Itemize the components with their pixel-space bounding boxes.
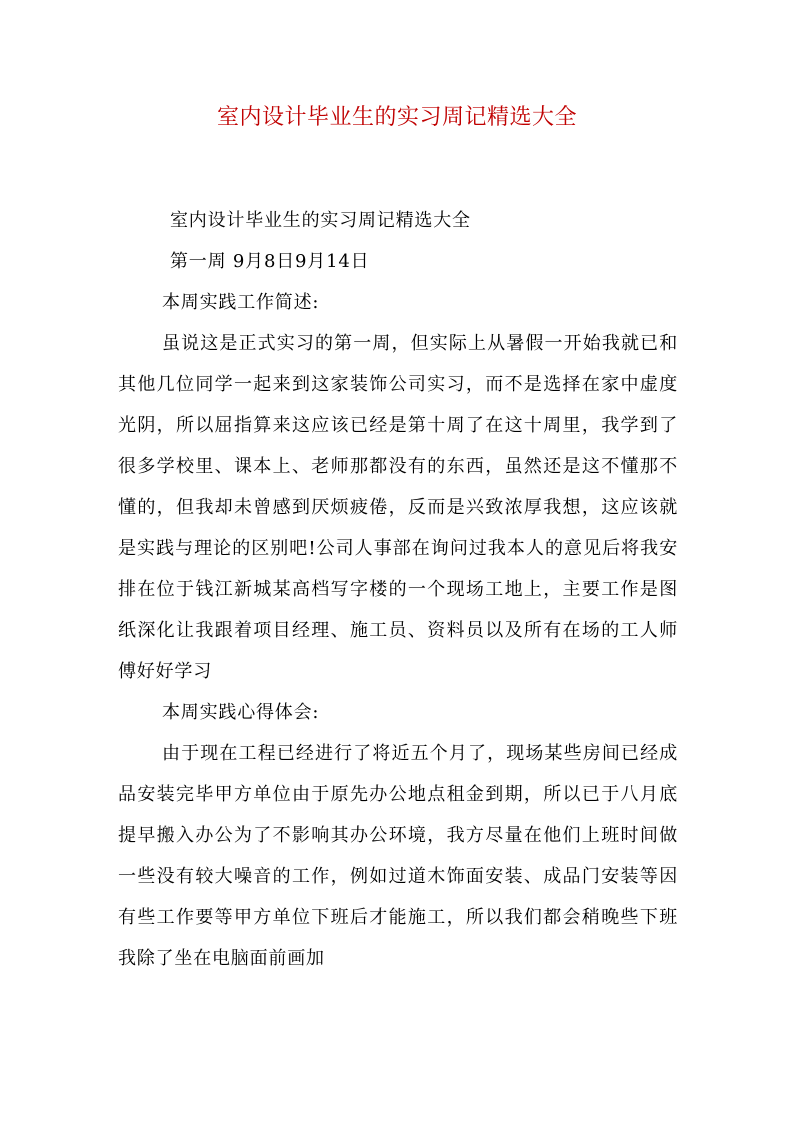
- document-title: 室内设计毕业生的实习周记精选大全: [216, 105, 577, 130]
- section-heading-work-summary: 本周实践工作简述:: [162, 292, 320, 313]
- section-heading-reflection: 本周实践心得体会:: [162, 702, 320, 723]
- document-body: [118, 200, 678, 979]
- week-date-line: 第一周 9月8日9月14日: [170, 251, 370, 272]
- subtitle-line: 室内设计毕业生的实习周记精选大全: [170, 210, 471, 231]
- paragraph-reflection: 由于现在工程已经进行了将近五个月了，现场某些房间已经成品安装完毕甲方单位由于原先办公地点租金到期，所以已于八月底提早搬入办公为了不影响其办公环境，我方尽量在他们上班时间做一些没有较大噪音的工作，例如过道木饰面安装、成品门安装等因有些工作要等甲方单位下班后才能施工，所以我们都会稍晚些下班我除了坐在电脑面前画加: [118, 743, 678, 969]
- paragraph-work-summary: 虽说这是正式实习的第一周，但实际上从暑假一开始我就已和其他几位同学一起来到这家装饰公司实习，而不是选择在家中虚度光阴，所以屈指算来这应该已经是第十周了在这十周里，我学到了很多学校里、课本上、老师那都没有的东西，虽然还是这不懂那不懂的，但我却未曾感到厌烦疲倦，反而是兴致浓厚我想，这应该就是实践与理论的区别吧!公司人事部在询问过我本人的意见后将我安排在位于钱江新城某高档写字楼的一个现场工地上，主要工作是图纸深化让我跟着项目经理、施工员、资料员以及所有在场的工人师傅好好学习: [118, 333, 678, 682]
